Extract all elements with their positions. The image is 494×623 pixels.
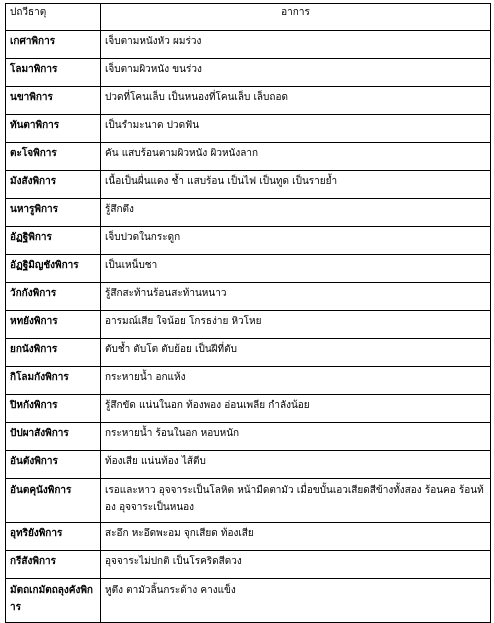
table-row bbox=[6, 395, 491, 423]
table-row bbox=[6, 551, 491, 579]
symptom-table bbox=[5, 3, 491, 623]
row-name: หทยังพิการ bbox=[6, 311, 101, 339]
table-row bbox=[6, 579, 491, 623]
row-name: อันตังพิการ bbox=[6, 451, 101, 479]
row-name: ปิหกังพิการ bbox=[6, 395, 101, 423]
row-name: นหารูพิการ bbox=[6, 199, 101, 227]
table-row bbox=[6, 311, 491, 339]
table-header-row bbox=[6, 4, 491, 31]
row-name: วักกังพิการ bbox=[6, 283, 101, 311]
table-row bbox=[6, 59, 491, 87]
row-name: กรีสังพิการ bbox=[6, 551, 101, 579]
row-name: เกศาพิการ bbox=[6, 31, 101, 59]
table-row bbox=[6, 31, 491, 59]
row-name: นขาพิการ bbox=[6, 87, 101, 115]
row-symptom: อารมณ์เสีย ใจน้อย โกรธง่าย หิวโหย bbox=[101, 311, 491, 339]
table-row bbox=[6, 339, 491, 367]
table-row bbox=[6, 171, 491, 199]
table-row bbox=[6, 367, 491, 395]
row-symptom: เจ็บตามผิวหนัง ขนร่วง bbox=[101, 59, 491, 87]
row-symptom: ปวดที่โคนเล็บ เป็นหนองที่โคนเล็บ เล็บถอด bbox=[101, 87, 491, 115]
table-row bbox=[6, 479, 491, 523]
table-row bbox=[6, 199, 491, 227]
table-row bbox=[6, 143, 491, 171]
row-symptom: หูตึง ตามัวลิ้นกระด้าง คางแข็ง bbox=[101, 579, 491, 623]
header-element: ปถวีธาตุ bbox=[6, 4, 101, 31]
table-row bbox=[6, 283, 491, 311]
row-symptom: สะอึก หะอึดพะอม จุกเสียด ท้องเสีย bbox=[101, 523, 491, 551]
table-row bbox=[6, 523, 491, 551]
row-symptom: คัน แสบร้อนตามผิวหนัง ผิวหนังลาก bbox=[101, 143, 491, 171]
row-symptom: เจ็บตามหนังหัว ผมร่วง bbox=[101, 31, 491, 59]
row-name: อันตคุนังพิการ bbox=[6, 479, 101, 523]
row-symptom: เนื้อเป็นผื่นแดง ช้ำ แสบร้อน เป็นไฟ เป็นทูด เป็นรายย้ำ bbox=[101, 171, 491, 199]
row-name: ยกนังพิการ bbox=[6, 339, 101, 367]
row-symptom: รู้สึกขัด แน่นในอก ท้องพอง อ่อนเพลีย กำลังน้อย bbox=[101, 395, 491, 423]
row-symptom: เป็นเหน็บชา bbox=[101, 255, 491, 283]
table-row bbox=[6, 115, 491, 143]
table-row bbox=[6, 255, 491, 283]
row-symptom: รู้สึกตึง bbox=[101, 199, 491, 227]
row-name: ปัปผาสังพิการ bbox=[6, 423, 101, 451]
row-name: มังสังพิการ bbox=[6, 171, 101, 199]
row-name: มัตถเกมัตถลุงคังพิการ bbox=[6, 579, 101, 623]
row-symptom: ตับช้ำ ตับโต ตับย้อย เป็นฝีที่ตับ bbox=[101, 339, 491, 367]
row-name: ตะโจพิการ bbox=[6, 143, 101, 171]
table-row bbox=[6, 87, 491, 115]
row-name: โลมาพิการ bbox=[6, 59, 101, 87]
row-symptom: กระหายน้ำ ร้อนในอก หอบหนัก bbox=[101, 423, 491, 451]
row-symptom: รู้สึกสะท้านร้อนสะท้านหนาว bbox=[101, 283, 491, 311]
row-symptom: อุจจาระไม่ปกติ เป็นโรคริดสีดวง bbox=[101, 551, 491, 579]
row-name: กิโลมกังพิการ bbox=[6, 367, 101, 395]
table-row bbox=[6, 423, 491, 451]
row-symptom: กระหายน้ำ อกแห้ง bbox=[101, 367, 491, 395]
row-name: อัฏฐิมิญชังพิการ bbox=[6, 255, 101, 283]
row-name: อัฏฐิพิการ bbox=[6, 227, 101, 255]
row-symptom: เรอและหาว อุจจาระเป็นโลหิต หน้ามืดตามัว เมื่อขบั้นเอวเสียดสีข้างทั้งสอง ร้อนคอ ร้อนท้อง อุจจาระเป็นหนอง bbox=[101, 479, 491, 523]
header-symptom: อาการ bbox=[101, 4, 491, 31]
row-name: อุทริยังพิการ bbox=[6, 523, 101, 551]
row-symptom: ท้องเสีย แน่นท้อง ไส้ตีบ bbox=[101, 451, 491, 479]
table-row bbox=[6, 451, 491, 479]
row-symptom: เป็นรำมะนาด ปวดฟัน bbox=[101, 115, 491, 143]
row-symptom: เจ็บปวดในกระดูก bbox=[101, 227, 491, 255]
row-name: ทันตาพิการ bbox=[6, 115, 101, 143]
table-row bbox=[6, 227, 491, 255]
